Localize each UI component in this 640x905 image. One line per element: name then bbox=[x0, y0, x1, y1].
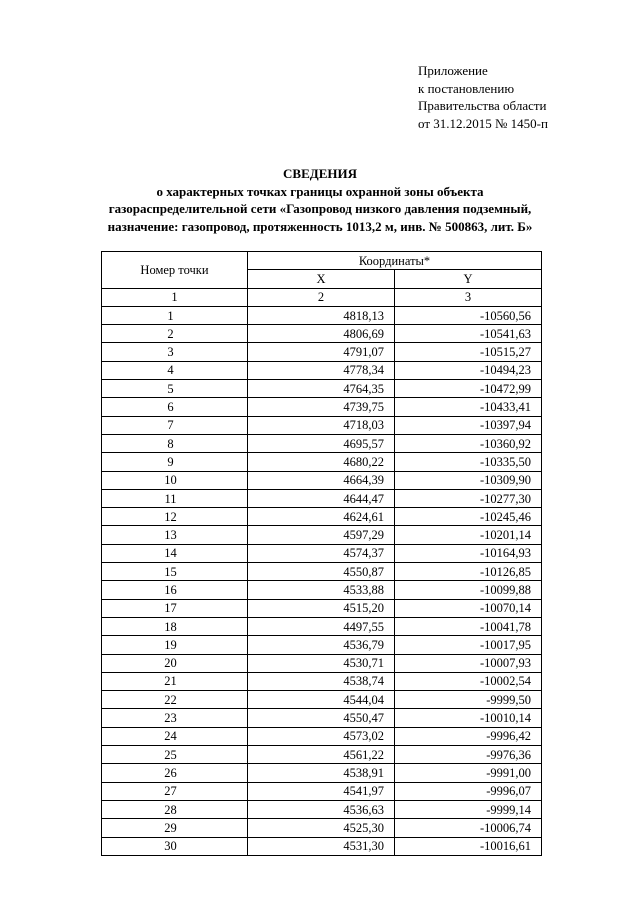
table-row bbox=[102, 819, 542, 837]
table-row bbox=[102, 508, 542, 526]
table-row bbox=[102, 617, 542, 635]
point-number-cell: 29 bbox=[102, 819, 248, 837]
y-coordinate-cell: -10560,56 bbox=[395, 306, 542, 324]
table-row bbox=[102, 544, 542, 562]
x-coordinate-cell: 4550,47 bbox=[248, 709, 395, 727]
table-row bbox=[102, 453, 542, 471]
y-coordinate-cell: -10245,46 bbox=[395, 508, 542, 526]
x-coordinate-cell: 4550,87 bbox=[248, 563, 395, 581]
y-coordinate-cell: -10309,90 bbox=[395, 471, 542, 489]
table-row bbox=[102, 398, 542, 416]
header-coordinates: Координаты* bbox=[248, 252, 542, 270]
x-coordinate-cell: 4778,34 bbox=[248, 361, 395, 379]
y-coordinate-cell: -10201,14 bbox=[395, 526, 542, 544]
table-row bbox=[102, 526, 542, 544]
point-number-cell: 2 bbox=[102, 325, 248, 343]
x-coordinate-cell: 4573,02 bbox=[248, 727, 395, 745]
point-number-cell: 15 bbox=[102, 563, 248, 581]
table-row bbox=[102, 654, 542, 672]
x-coordinate-cell: 4530,71 bbox=[248, 654, 395, 672]
x-coordinate-cell: 4644,47 bbox=[248, 489, 395, 507]
table-row bbox=[102, 361, 542, 379]
point-number-cell: 5 bbox=[102, 380, 248, 398]
x-coordinate-cell: 4718,03 bbox=[248, 416, 395, 434]
y-coordinate-cell: -10433,41 bbox=[395, 398, 542, 416]
x-coordinate-cell: 4531,30 bbox=[248, 837, 395, 855]
table-header-row bbox=[102, 252, 542, 270]
x-coordinate-cell: 4764,35 bbox=[248, 380, 395, 398]
y-coordinate-cell: -9976,36 bbox=[395, 746, 542, 764]
y-coordinate-cell: -10164,93 bbox=[395, 544, 542, 562]
y-coordinate-cell: -10017,95 bbox=[395, 636, 542, 654]
column-number: 3 bbox=[395, 288, 542, 306]
x-coordinate-cell: 4664,39 bbox=[248, 471, 395, 489]
x-coordinate-cell: 4515,20 bbox=[248, 599, 395, 617]
y-coordinate-cell: -10541,63 bbox=[395, 325, 542, 343]
appendix-line: Правительства области bbox=[418, 98, 547, 113]
y-coordinate-cell: -10099,88 bbox=[395, 581, 542, 599]
table-row bbox=[102, 672, 542, 690]
table-row bbox=[102, 416, 542, 434]
document-heading bbox=[100, 165, 540, 235]
y-coordinate-cell: -10016,61 bbox=[395, 837, 542, 855]
table-row bbox=[102, 709, 542, 727]
y-coordinate-cell: -10472,99 bbox=[395, 380, 542, 398]
table-row bbox=[102, 471, 542, 489]
x-coordinate-cell: 4541,97 bbox=[248, 782, 395, 800]
y-coordinate-cell: -10360,92 bbox=[395, 434, 542, 452]
table-row bbox=[102, 306, 542, 324]
table-row bbox=[102, 746, 542, 764]
y-coordinate-cell: -9996,42 bbox=[395, 727, 542, 745]
x-coordinate-cell: 4536,63 bbox=[248, 800, 395, 818]
y-coordinate-cell: -10041,78 bbox=[395, 617, 542, 635]
coordinates-table bbox=[101, 251, 542, 856]
y-coordinate-cell: -10006,74 bbox=[395, 819, 542, 837]
y-coordinate-cell: -10126,85 bbox=[395, 563, 542, 581]
point-number-cell: 22 bbox=[102, 691, 248, 709]
y-coordinate-cell: -10007,93 bbox=[395, 654, 542, 672]
point-number-cell: 3 bbox=[102, 343, 248, 361]
point-number-cell: 12 bbox=[102, 508, 248, 526]
x-coordinate-cell: 4525,30 bbox=[248, 819, 395, 837]
y-coordinate-cell: -10335,50 bbox=[395, 453, 542, 471]
x-coordinate-cell: 4818,13 bbox=[248, 306, 395, 324]
y-coordinate-cell: -10002,54 bbox=[395, 672, 542, 690]
header-x: X bbox=[248, 270, 395, 288]
point-number-cell: 1 bbox=[102, 306, 248, 324]
table-row bbox=[102, 581, 542, 599]
x-coordinate-cell: 4544,04 bbox=[248, 691, 395, 709]
table-row bbox=[102, 343, 542, 361]
heading-line: газораспределительной сети «Газопровод низкого давления подземный, bbox=[108, 201, 532, 216]
heading-line: назначение: газопровод, протяженность 1013,2 м, инв. № 500863, лит. Б» bbox=[107, 218, 533, 234]
table-row bbox=[102, 727, 542, 745]
x-coordinate-cell: 4536,79 bbox=[248, 636, 395, 654]
point-number-cell: 10 bbox=[102, 471, 248, 489]
point-number-cell: 20 bbox=[102, 654, 248, 672]
point-number-cell: 11 bbox=[102, 489, 248, 507]
table-row bbox=[102, 691, 542, 709]
column-number: 1 bbox=[102, 288, 248, 306]
y-coordinate-cell: -10277,30 bbox=[395, 489, 542, 507]
table-row bbox=[102, 599, 542, 617]
y-coordinate-cell: -10494,23 bbox=[395, 361, 542, 379]
table-row bbox=[102, 800, 542, 818]
y-coordinate-cell: -9991,00 bbox=[395, 764, 542, 782]
point-number-cell: 13 bbox=[102, 526, 248, 544]
x-coordinate-cell: 4497,55 bbox=[248, 617, 395, 635]
point-number-cell: 14 bbox=[102, 544, 248, 562]
x-coordinate-cell: 4533,88 bbox=[248, 581, 395, 599]
y-coordinate-cell: -10010,14 bbox=[395, 709, 542, 727]
y-coordinate-cell: -9999,14 bbox=[395, 800, 542, 818]
point-number-cell: 28 bbox=[102, 800, 248, 818]
header-y: Y bbox=[395, 270, 542, 288]
table-row bbox=[102, 764, 542, 782]
table-row bbox=[102, 325, 542, 343]
point-number-cell: 27 bbox=[102, 782, 248, 800]
point-number-cell: 18 bbox=[102, 617, 248, 635]
point-number-cell: 17 bbox=[102, 599, 248, 617]
point-number-cell: 4 bbox=[102, 361, 248, 379]
y-coordinate-cell: -10070,14 bbox=[395, 599, 542, 617]
document-title: СВЕДЕНИЯ bbox=[283, 166, 357, 181]
y-coordinate-cell: -10397,94 bbox=[395, 416, 542, 434]
header-point-number: Номер точки bbox=[102, 252, 248, 289]
point-number-cell: 19 bbox=[102, 636, 248, 654]
point-number-cell: 30 bbox=[102, 837, 248, 855]
table-body bbox=[102, 288, 542, 855]
point-number-cell: 24 bbox=[102, 727, 248, 745]
point-number-cell: 8 bbox=[102, 434, 248, 452]
appendix-line: к постановлению bbox=[418, 80, 515, 96]
x-coordinate-cell: 4561,22 bbox=[248, 746, 395, 764]
point-number-cell: 26 bbox=[102, 764, 248, 782]
x-coordinate-cell: 4680,22 bbox=[248, 453, 395, 471]
x-coordinate-cell: 4806,69 bbox=[248, 325, 395, 343]
point-number-cell: 23 bbox=[102, 709, 248, 727]
point-number-cell: 6 bbox=[102, 398, 248, 416]
x-coordinate-cell: 4791,07 bbox=[248, 343, 395, 361]
x-coordinate-cell: 4597,29 bbox=[248, 526, 395, 544]
table-row bbox=[102, 563, 542, 581]
column-number-row bbox=[102, 288, 542, 306]
x-coordinate-cell: 4538,91 bbox=[248, 764, 395, 782]
x-coordinate-cell: 4538,74 bbox=[248, 672, 395, 690]
appendix-date-line: от 31.12.2015 № 1450-п bbox=[418, 115, 548, 131]
table-row bbox=[102, 837, 542, 855]
y-coordinate-cell: -9999,50 bbox=[395, 691, 542, 709]
point-number-cell: 25 bbox=[102, 746, 248, 764]
y-coordinate-cell: -10515,27 bbox=[395, 343, 542, 361]
table-row bbox=[102, 489, 542, 507]
appendix-block bbox=[418, 62, 548, 132]
point-number-cell: 9 bbox=[102, 453, 248, 471]
table-row bbox=[102, 636, 542, 654]
table-row bbox=[102, 434, 542, 452]
heading-line: о характерных точках границы охранной зоны объекта bbox=[156, 183, 484, 199]
column-number: 2 bbox=[248, 288, 395, 306]
appendix-line: Приложение bbox=[418, 63, 488, 78]
y-coordinate-cell: -9996,07 bbox=[395, 782, 542, 800]
point-number-cell: 7 bbox=[102, 416, 248, 434]
x-coordinate-cell: 4695,57 bbox=[248, 434, 395, 452]
x-coordinate-cell: 4624,61 bbox=[248, 508, 395, 526]
point-number-cell: 21 bbox=[102, 672, 248, 690]
point-number-cell: 16 bbox=[102, 581, 248, 599]
table-row bbox=[102, 380, 542, 398]
x-coordinate-cell: 4574,37 bbox=[248, 544, 395, 562]
x-coordinate-cell: 4739,75 bbox=[248, 398, 395, 416]
table-row bbox=[102, 782, 542, 800]
